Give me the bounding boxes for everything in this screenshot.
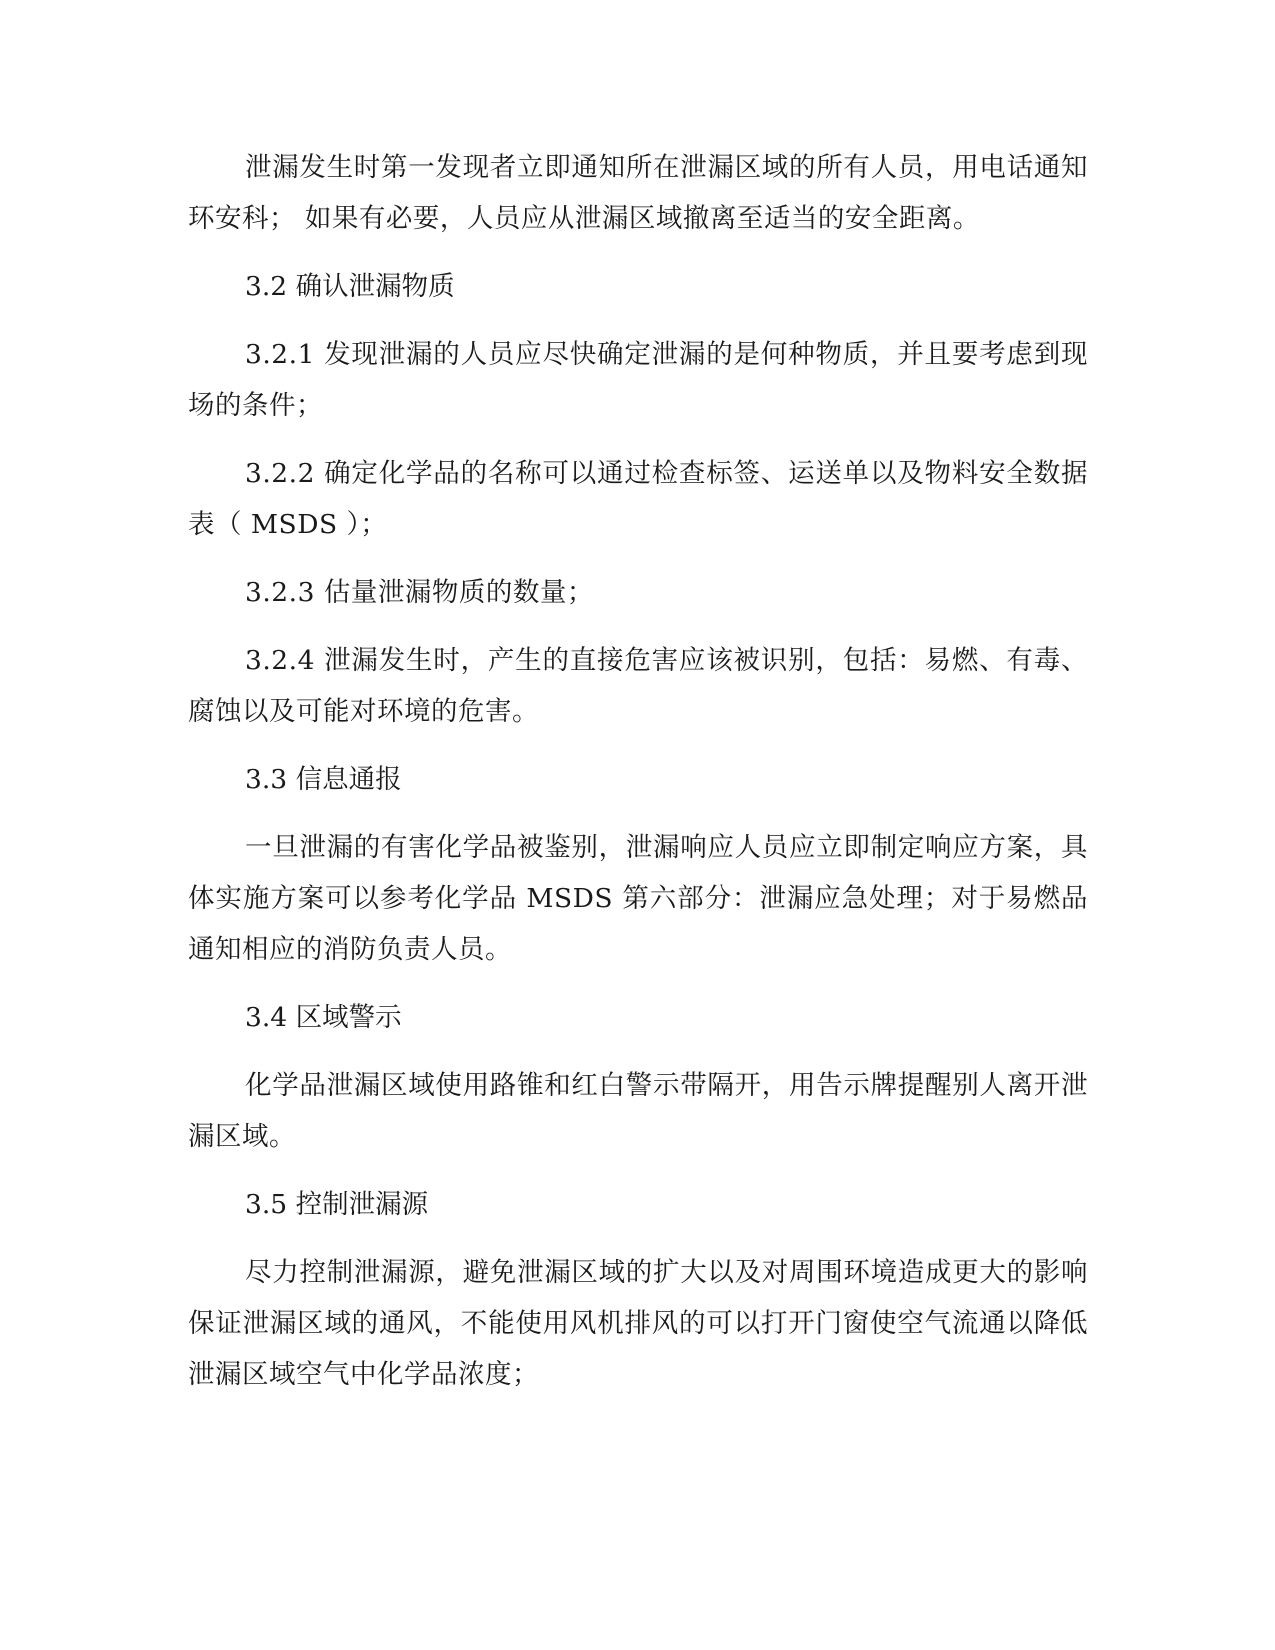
paragraph-evacuation: 泄漏发生时第一发现者立即通知所在泄漏区域的所有人员，用电话通知 环安科； 如果有必要，人员应从泄漏区域撤离至适当的安全距离。 bbox=[188, 152, 1088, 234]
paragraph-3-2-3: 3.2.3 估量泄漏物质的数量； bbox=[245, 577, 594, 608]
paragraph-3-4-body: 化学品泄漏区域使用路锥和红白警示带隔开，用告示牌提醒别人离开泄漏区域。 bbox=[188, 1070, 1088, 1152]
section-heading-3-3: 3.3 信息通报 bbox=[245, 764, 402, 795]
paragraph-3-2-2: 3.2.2 确定化学品的名称可以通过检查标签、运送单以及物料安全数据表（ MSDS ）； bbox=[188, 458, 1088, 540]
paragraph-3-2-1: 3.2.1 发现泄漏的人员应尽快确定泄漏的是何种物质，并且要考虑到现场的条件； bbox=[188, 339, 1088, 421]
section-heading-3-5: 3.5 控制泄漏源 bbox=[245, 1189, 429, 1220]
paragraph-3-3-body: 一旦泄漏的有害化学品被鉴别，泄漏响应人员应立即制定响应方案，具体实施方案可以参考化学品 MSDS 第六部分：泄漏应急处理；对于易燃品通知相应的消防负责人员。 bbox=[188, 832, 1088, 965]
document-page bbox=[188, 142, 1088, 1417]
paragraph-3-5-body: 尽力控制泄漏源，避免泄漏区域的扩大以及对周围环境造成更大的影响保证泄漏区域的通风，不能使用风机排风的可以打开门窗使空气流通以降低泄漏区域空气中化学品浓度； bbox=[188, 1257, 1088, 1390]
paragraph-3-2-4: 3.2.4 泄漏发生时，产生的直接危害应该被识别，包括：易燃、有毒、腐蚀以及可能对环境的危害。 bbox=[188, 645, 1088, 727]
section-heading-3-4: 3.4 区域警示 bbox=[245, 1002, 402, 1033]
section-heading-3-2: 3.2 确认泄漏物质 bbox=[245, 271, 455, 302]
